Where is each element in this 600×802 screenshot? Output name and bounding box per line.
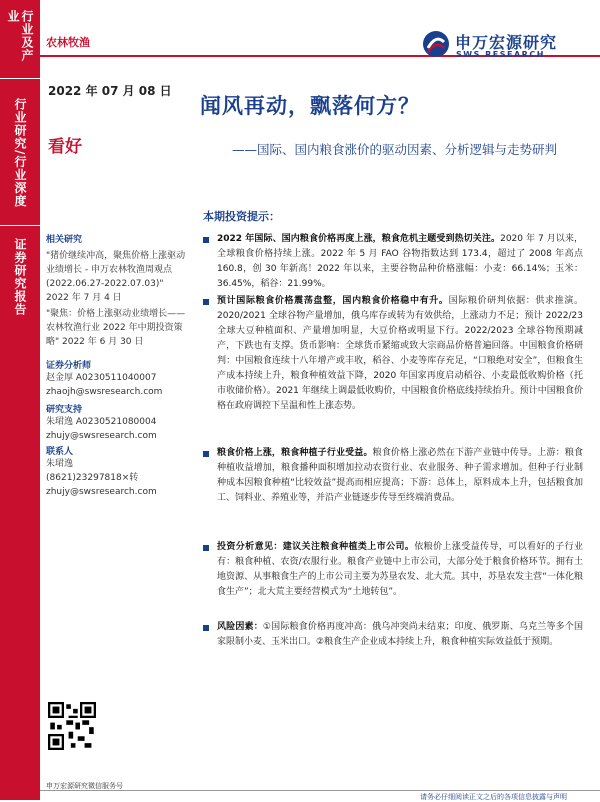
bullet-text: 依粮价上涨受益传导，可以看好的子行业有：粮食种植、农资/农服行业。粮食产业链中上市公司，大部分处于粮食价格环节。拥有土地资源、从事粮食生产的上市公司主要为苏垦农发、北大荒。其中，苏垦农发主营“一体化粮食生产”；北大荒主要经营模式为“土地转包”。 [217,542,583,597]
logo-mark-icon [422,30,450,58]
analyst-email[interactable]: zhaojh@swsresearch.com [46,387,163,397]
brand-logo [422,28,592,64]
related-item[interactable]: "猪价继续冲高，聚焦价格上涨驱动业绩增长 - 申万农林牧渔周观点 (2022.06.27-2022.07.03)" 2022 年 7 月 4 日 [46,251,186,303]
summary-bullet [203,232,583,292]
rating-badge: 看好 [48,137,82,157]
support-section [46,402,188,443]
related-item[interactable]: "聚焦：价格上涨驱动业绩增长——农林牧渔行业 2022 年中期投资策略" 2022 年 6 月 30 日 [46,309,186,347]
summary-bullet [203,540,583,600]
bullet-lead: 预计国际粮食价格震荡盘整，国内粮食价格稳中有升。 [217,296,449,306]
bullet-square-icon [203,451,209,457]
related-research-heading: 相关研究 [46,235,83,245]
contact-section [46,444,188,499]
bullet-lead: 2022 年国际、国内粮食价格再度上涨，粮食危机主题受到热切关注。 [217,234,501,244]
bullet-text: 国际粮价研判依据：供求推演。2020/2021 全球谷物产量增加，俄乌库存或转为有效供给，上涨动力不足；预计 2022/23 全球大豆种植面积、产量增加明显，大豆价格或明显下行。2022/2023 全球谷物预期减产，下跌也有支撑。货币影响：全球货币紧缩或致大宗商品价格普遍回落。中国粮食价格研判：中国粮食连续十八年增产或丰收，稻谷、小麦等库存充足，“口粮绝对安全”，但粮食生产成本持续上升，粮食种植效益下降，2020 年国家再度启动稻谷、小麦最低收购价格（托市收储价格）。2021 年继续上调最低收购价，中国粮食价格底线持续抬升。预计中国粮食价格在政府调控下呈温和性上涨态势。 [217,296,583,411]
summary-heading: 本期投资提示： [203,210,280,223]
contact-heading: 联系人 [46,447,74,457]
logo-text-cn: 申万宏源研究 [455,33,558,52]
sidebar-divider [0,225,40,226]
support-heading: 研究支持 [46,405,83,415]
bullet-text: 粮食价格上涨必然在下游产业链中传导。上游：粮食种植收益增加，粮食播种面积增加拉动农资行业、农业服务、种子需求增加。但种子行业制种成本因粮食种植“比较效益”提高而相应提高；下游：总体上，原料成本上升，包括粮食加工、饲料业、养殖业等，并沿产业链逐步传导至终端消费品。 [217,448,583,503]
analyst-line: 赵金厚 A0230511040007 [46,373,157,383]
report-date: 2022 年 07 月 08 日 [48,84,172,98]
bullet-square-icon [203,237,209,243]
contact-phone: (8621)23297818×转 [46,473,139,483]
analyst-heading: 证券分析师 [46,361,92,371]
support-line: 朱珺逸 A0230521080004 [46,417,157,427]
sidebar-label-type: 行业研究/行业深度 [13,98,27,208]
sidebar [0,0,40,800]
bullet-lead: 粮食价格上涨，粮食种植子行业受益。 [217,448,373,458]
report-subtitle: ——国际、国内粮食涨价的驱动因素、分析逻辑与走势研判 [232,142,558,157]
summary-bullet [203,446,583,506]
bullet-square-icon [203,625,209,631]
report-title: 闻风再动，飘落何方？ [200,94,420,118]
sidebar-divider [0,78,40,79]
bullet-text: 2020 年 7 月以来，全球粮食价格持续上涨。2022 年 5 月 FAO 谷物指数达到 173.4，超过了 2008 年高点 160.8，创 30 年新高！2022 年以来，主要谷物品种价格涨幅：小麦：66.14%；玉米：36.45%，稻谷：21.99%。 [217,234,584,289]
sidebar-label-industry: 行业及产业 [6,10,34,62]
related-research [46,232,188,349]
contact-name: 朱珺逸 [46,459,74,469]
qr-code-icon[interactable] [48,702,96,750]
bullet-lead: 风险因素： [217,622,263,632]
analyst-section [46,358,188,399]
bullet-lead: 投资分析意见：建议关注粮食种植类上市公司。 [217,542,415,552]
summary-bullet [203,620,583,650]
support-email[interactable]: zhujy@swsresearch.com [46,431,157,441]
bullet-text: ①国际粮食价格再度冲高：俄乌冲突尚未结束；印度、俄罗斯、乌克兰等多个国家限制小麦、玉米出口。②粮食生产企业成本持续上升，粮食种植实际效益低于预期。 [217,622,583,647]
footer-divider [40,790,600,791]
disclaimer-notice: 请务必仔细阅读正文之后的各项信息披露与声明 [420,793,567,801]
logo-text-en: SWS RESEARCH [456,50,545,59]
wechat-label: 申万宏源研究微信服务号 [46,782,123,790]
bullet-square-icon [203,545,209,551]
bullet-square-icon [203,299,209,305]
contact-email[interactable]: zhujy@swsresearch.com [46,487,157,497]
summary-bullet [203,294,583,414]
sidebar-label-report: 证券研究报告 [13,238,27,316]
industry-name: 农林牧渔 [46,36,90,49]
